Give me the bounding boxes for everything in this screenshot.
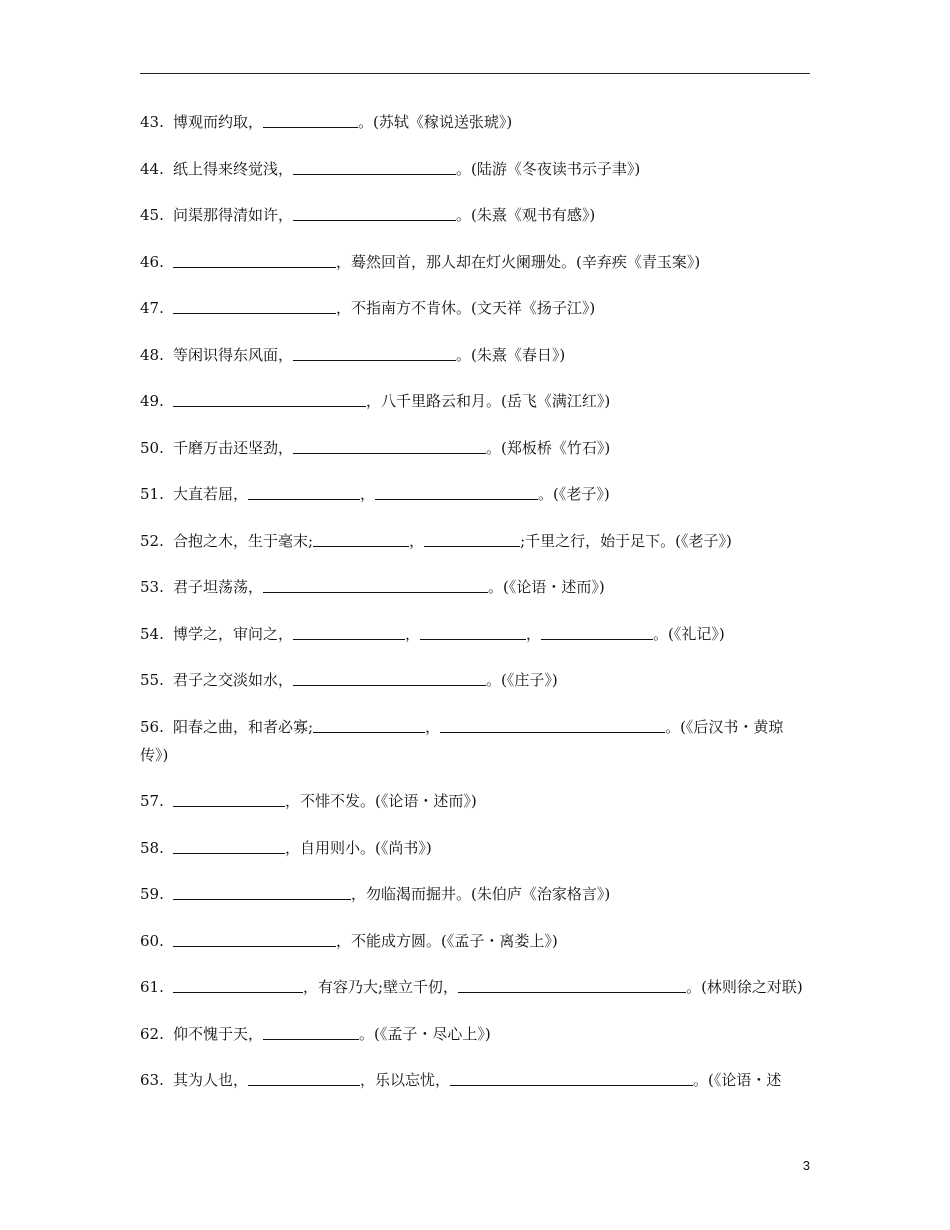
answer-blank[interactable] <box>293 346 456 361</box>
question-text: ，不指南方不肯休。(文天祥《扬子江》) <box>336 299 596 317</box>
question-text: 博观而约取， <box>173 113 264 131</box>
question-text: ，不能成方圆。(《孟子・离娄上》) <box>336 931 558 950</box>
answer-blank[interactable] <box>375 485 538 500</box>
question-list <box>140 108 810 1113</box>
question-number: 43. <box>140 113 164 131</box>
question-number: 44. <box>140 159 164 178</box>
question-text: 君子坦荡荡， <box>173 578 264 596</box>
question-text: ， <box>425 717 441 736</box>
question-item <box>140 1020 810 1048</box>
answer-blank[interactable] <box>541 625 653 640</box>
answer-blank[interactable] <box>263 578 488 593</box>
question-text: ，不悱不发。(《论语・述而》) <box>285 792 477 810</box>
page-number: 3 <box>802 1158 810 1173</box>
question-item <box>140 434 810 462</box>
question-item <box>140 155 810 183</box>
answer-blank[interactable] <box>458 978 686 993</box>
question-text: 。(朱熹《观书有感》) <box>456 206 596 224</box>
question-text: 其为人也， <box>173 1071 249 1089</box>
question-number: 50. <box>140 438 164 457</box>
question-number: 61. <box>140 978 164 996</box>
question-item <box>140 927 810 955</box>
answer-blank[interactable] <box>293 625 405 640</box>
question-item <box>140 834 810 862</box>
answer-blank[interactable] <box>420 625 526 640</box>
question-item <box>140 973 810 1001</box>
answer-blank[interactable] <box>248 1071 360 1086</box>
question-number: 55. <box>140 671 164 689</box>
question-text: 大直若屈， <box>173 485 249 503</box>
question-number: 54. <box>140 624 164 643</box>
question-item <box>140 666 810 694</box>
question-number: 62. <box>140 1024 164 1043</box>
question-item <box>140 573 810 601</box>
question-text: 。(《孟子・尽心上》) <box>359 1024 491 1043</box>
question-text: 。(《论语・述 <box>693 1071 782 1089</box>
question-text: ， <box>360 485 376 503</box>
question-item <box>140 341 810 369</box>
question-number: 45. <box>140 206 164 224</box>
answer-blank[interactable] <box>173 932 336 947</box>
question-item <box>140 294 810 322</box>
question-text: 。(郑板桥《竹石》) <box>486 438 611 457</box>
question-item <box>140 527 810 555</box>
question-text: ;千里之行，始于足下。(《老子》) <box>520 531 732 550</box>
question-text: 问渠那得清如许， <box>173 206 294 224</box>
question-text: ，乐以忘忧， <box>360 1071 451 1089</box>
question-text: 合抱之木，生于毫末; <box>173 531 314 550</box>
question-text: 。(《庄子》) <box>486 671 558 689</box>
question-item <box>140 108 810 136</box>
answer-blank[interactable] <box>173 978 303 993</box>
header-rule <box>140 73 810 74</box>
question-text: ， <box>526 624 542 643</box>
answer-blank[interactable] <box>173 392 366 407</box>
question-text: ，勿临渴而掘井。(朱伯庐《治家格言》) <box>351 885 611 903</box>
question-item <box>140 387 810 415</box>
question-text: 。(《后汉书・黄琼传》) <box>140 717 784 764</box>
answer-blank[interactable] <box>313 532 409 547</box>
question-number: 48. <box>140 345 164 364</box>
question-text: 。(林则徐之对联) <box>686 978 803 996</box>
question-text: 仰不愧于天， <box>173 1024 264 1043</box>
question-number: 51. <box>140 485 164 503</box>
question-text: 博学之，审问之， <box>173 624 294 643</box>
question-item <box>140 248 810 276</box>
question-text: 。(陆游《冬夜读书示子聿》) <box>456 159 641 178</box>
answer-blank[interactable] <box>173 792 285 807</box>
question-number: 56. <box>140 717 164 736</box>
question-number: 59. <box>140 885 164 903</box>
question-text: 。(《论语・述而》) <box>488 578 605 596</box>
question-number: 52. <box>140 531 164 550</box>
answer-blank[interactable] <box>173 299 336 314</box>
answer-blank[interactable] <box>248 485 360 500</box>
question-text: ，蓦然回首，那人却在灯火阑珊处。(辛弃疾《青玉案》) <box>336 252 701 271</box>
question-text: 。(《礼记》) <box>653 624 725 643</box>
question-text: 千磨万击还坚劲， <box>173 438 294 457</box>
question-text: ，八千里路云和月。(岳飞《满江红》) <box>366 392 611 410</box>
question-text: 。(朱熹《春日》) <box>456 345 566 364</box>
answer-blank[interactable] <box>293 439 486 454</box>
answer-blank[interactable] <box>293 206 456 221</box>
question-text: 君子之交淡如水， <box>173 671 294 689</box>
question-text: ， <box>405 624 421 643</box>
question-number: 57. <box>140 792 164 810</box>
question-text: 。(《老子》) <box>538 485 610 503</box>
question-item <box>140 880 810 908</box>
answer-blank[interactable] <box>173 253 336 268</box>
question-item <box>140 1066 810 1094</box>
question-number: 53. <box>140 578 164 596</box>
question-item <box>140 201 810 229</box>
question-text: 等闲识得东风面， <box>173 345 294 364</box>
question-item <box>140 713 810 769</box>
question-number: 49. <box>140 392 164 410</box>
question-number: 47. <box>140 299 164 317</box>
answer-blank[interactable] <box>263 1025 359 1040</box>
question-number: 60. <box>140 931 164 950</box>
question-text: 。(苏轼《稼说送张琥》) <box>358 113 513 131</box>
answer-blank[interactable] <box>293 671 486 686</box>
question-text: ， <box>409 531 425 550</box>
answer-blank[interactable] <box>293 160 456 175</box>
answer-blank[interactable] <box>173 885 351 900</box>
question-item <box>140 620 810 648</box>
question-text: 纸上得来终觉浅， <box>173 159 294 178</box>
question-number: 63. <box>140 1071 164 1089</box>
answer-blank[interactable] <box>424 532 520 547</box>
answer-blank[interactable] <box>263 113 358 128</box>
question-number: 58. <box>140 838 164 857</box>
answer-blank[interactable] <box>440 718 665 733</box>
question-item <box>140 787 810 815</box>
question-number: 46. <box>140 252 164 271</box>
question-text: ，有容乃大;壁立千仞， <box>303 978 459 996</box>
question-text: ，自用则小。(《尚书》) <box>285 838 432 857</box>
question-text: 阳春之曲，和者必寡; <box>173 717 314 736</box>
answer-blank[interactable] <box>450 1071 693 1086</box>
answer-blank[interactable] <box>313 718 425 733</box>
answer-blank[interactable] <box>173 839 285 854</box>
question-item <box>140 480 810 508</box>
